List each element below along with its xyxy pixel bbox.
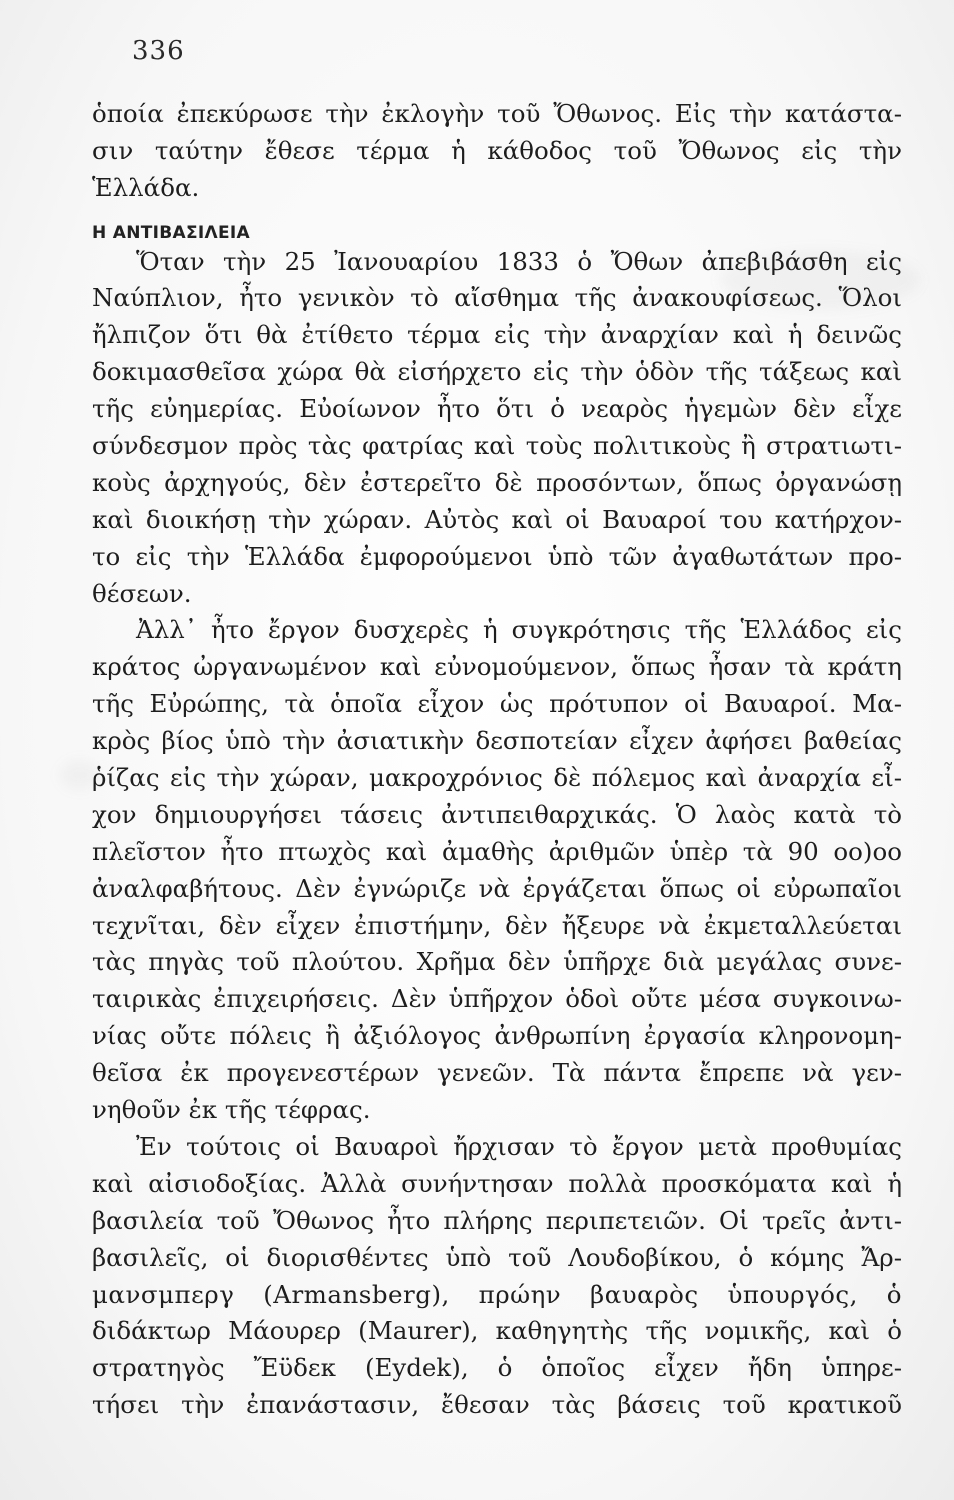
text-line: ὁποία ἐπεκύρωσε τὴν ἐκλογὴν τοῦ Ὄθωνος. Εἰς τὴν κατάστα- <box>92 99 902 128</box>
text-line: ῥίζας εἰς τὴν χώραν, μακροχρόνιος δὲ πόλεμος καὶ ἀναρχία εἶ- <box>92 763 902 793</box>
text-line: Ἑλλάδα. <box>92 172 200 202</box>
text-line: τῆς Εὐρώπης, τὰ ὁποῖα εἶχον ὡς πρότυπον οἱ Βαυαροί. Μα- <box>92 689 902 719</box>
text-line: βασιλεῖς, οἱ διορισθέντες ὑπὸ τοῦ Λουδοβίκου, ὁ κόμης Ἄρ- <box>92 1242 902 1272</box>
text-line: θεῖσα ἐκ προγενεστέρων γενεῶν. Τὰ πάντα ἔπρεπε νὰ γεν- <box>92 1058 902 1088</box>
text-line: ἀναλφαβήτους. Δὲν ἐγνώριζε νὰ ἐργάζεται ὅπως οἱ εὐρωπαῖοι <box>92 873 902 903</box>
text-line: στρατηγὸς Ἔϋδεκ (Eydek), ὁ ὁποῖος εἶχεν ἤδη ὑπηρε- <box>92 1353 902 1383</box>
text-line: ταιρικὰς ἐπιχειρήσεις. Δὲν ὑπῆρχον ὁδοὶ οὔτε μέσα συγκοινω- <box>92 984 902 1014</box>
text-line: διδάκτωρ Μάουρερ (Maurer), καθηγητὴς τῆς νομικῆς, καὶ ὁ <box>92 1316 902 1346</box>
section-heading: Η ΑΝΤΙΒΑΣΙΛΕΙΑ <box>92 222 250 243</box>
body-text <box>92 96 902 1424</box>
text-line: τεχνῖται, δὲν εἶχεν ἐπιστήμην, δὲν ἤξευρε νὰ ἐκμεταλλεύεται <box>92 910 902 940</box>
text-line: νίας οὔτε πόλεις ἢ ἀξιόλογος ἀνθρωπίνη ἐργασία κληρονομη- <box>92 1021 902 1051</box>
text-line: ἤλπιζον ὅτι θὰ ἐτίθετο τέρμα εἰς τὴν ἀναρχίαν καὶ ἡ δεινῶς <box>92 320 902 350</box>
text-line: καὶ διοικήσῃ τὴν χώραν. Αὐτὸς καὶ οἱ Βαυαροί του κατήρχον- <box>92 504 902 534</box>
text-line: σύνδεσμον πρὸς τὰς φατρίας καὶ τοὺς πολιτικοὺς ἢ στρατιωτι- <box>92 431 902 461</box>
text-line: θέσεων. <box>92 578 192 608</box>
text-line: κρὸς βίος ὑπὸ τὴν ἀσιατικὴν δεσποτείαν εἶχεν ἀφήσει βαθείας <box>92 726 902 756</box>
text-line: δοκιμασθεῖσα χώρα θὰ εἰσήρχετο εἰς τὴν ὁδὸν τῆς τάξεως καὶ <box>92 357 902 387</box>
text-line: μανσμπεργ (Armansberg), πρώην βαυαρὸς ὑπουργός, ὁ <box>92 1279 902 1309</box>
text-line: Ἀλλ᾽ ἦτο ἔργον δυσχερὲς ἡ συγκρότησις τῆς Ἑλλάδος εἰς <box>136 615 902 645</box>
text-line: το εἰς τὴν Ἑλλάδα ἐμφορούμενοι ὑπὸ τῶν ἀγαθωτάτων προ- <box>92 541 902 571</box>
page-number: 336 <box>132 36 185 66</box>
text-line: καὶ αἰσιοδοξίας. Ἀλλὰ συνήντησαν πολλὰ προσκόματα καὶ ἡ <box>92 1168 902 1198</box>
text-line: βασιλεία τοῦ Ὄθωνος ἦτο πλήρης περιπετειῶν. Οἱ τρεῖς ἀντι- <box>92 1205 902 1235</box>
text-line: Ναύπλιον, ἦτο γενικὸν τὸ αἴσθημα τῆς ἀνακουφίσεως. Ὅλοι <box>92 283 902 313</box>
text-line: νηθοῦν ἐκ τῆς τέφρας. <box>92 1095 371 1125</box>
text-line: σιν ταύτην ἔθεσε τέρμα ἡ κάθοδος τοῦ Ὄθωνος εἰς τὴν <box>92 135 902 165</box>
text-line: χον δημιουργήσει τάσεις ἀντιπειθαρχικάς. Ὁ λαὸς κατὰ τὸ <box>92 799 902 829</box>
text-line: τῆς εὐημερίας. Εὐοίωνον ἦτο ὅτι ὁ νεαρὸς ἡγεμὼν δὲν εἶχε <box>92 394 902 424</box>
text-line: κράτος ὠργανωμένον καὶ εὐνομούμενον, ὅπως ἦσαν τὰ κράτη <box>92 652 902 682</box>
text-line: κοὺς ἀρχηγούς, δὲν ἐστερεῖτο δὲ προσόντων, ὅπως ὀργανώσῃ <box>92 467 902 497</box>
text-line: Ἐν τούτοις οἱ Βαυαροὶ ἤρχισαν τὸ ἔργον μετὰ προθυμίας <box>136 1131 902 1161</box>
text-line: τήσει τὴν ἐπανάστασιν, ἔθεσαν τὰς βάσεις τοῦ κρατικοῦ <box>92 1390 902 1420</box>
text-line: τὰς πηγὰς τοῦ πλούτου. Χρῆμα δὲν ὑπῆρχε διὰ μεγάλας συνε- <box>92 947 902 977</box>
text-line: Ὅταν τὴν 25 Ἰανουαρίου 1833 ὁ Ὄθων ἀπεβιβάσθη εἰς <box>136 246 902 276</box>
text-line: πλεῖστον ἦτο πτωχὸς καὶ ἀμαθὴς ἀριθμῶν ὑπὲρ τὰ 90 οο)οο <box>92 836 902 866</box>
